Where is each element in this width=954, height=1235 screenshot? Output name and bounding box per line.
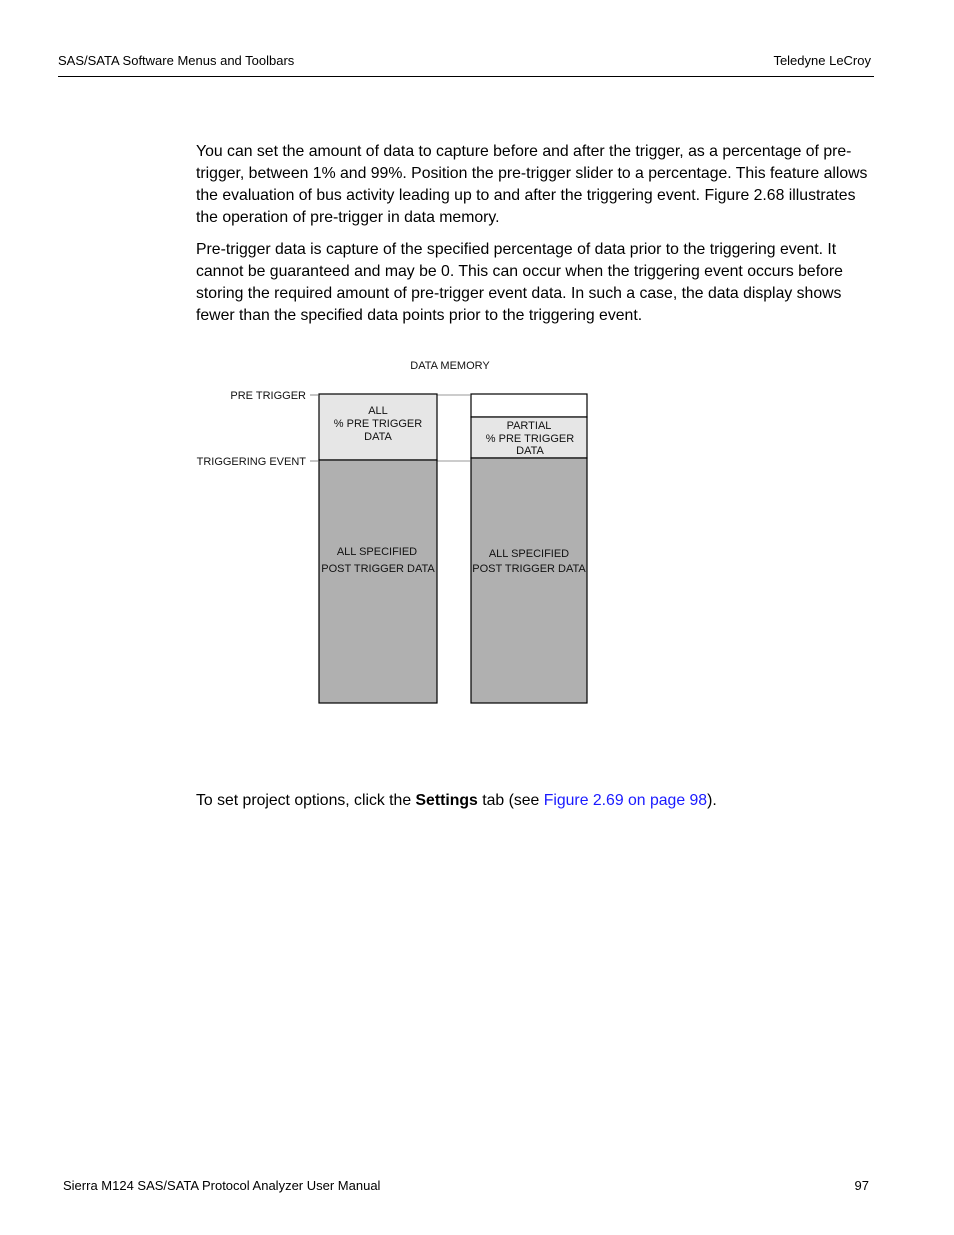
- left-top-line-2: % PRE TRIGGER: [333, 418, 423, 430]
- left-top-line-1: ALL: [368, 405, 388, 417]
- header-company: Teledyne LeCroy: [773, 53, 871, 68]
- right-empty-block: [471, 394, 587, 417]
- left-post-trigger-block: [319, 460, 437, 703]
- paragraph-pre-trigger-intro: You can set the amount of data to capture before and after the trigger, as a percentage of pre-trigger, between 1% and 99%. Position the pre-trigger slider to a percentage. This feature allows the evaluation of bus activity leading up to and after the triggering event. Figure 2.68 illustrates the operation of pre-trigger in data memory.: [196, 143, 868, 226]
- diagram-title: DATA MEMORY: [410, 360, 490, 372]
- footer-manual-title: Sierra M124 SAS/SATA Protocol Analyzer User Manual: [63, 1178, 381, 1193]
- label-triggering-event: TRIGGERING EVENT: [196, 456, 306, 468]
- paragraph-pre-trigger-detail: Pre-trigger data is capture of the specified percentage of data prior to the triggering event. It cannot be guaranteed and may be 0. This can occur when the triggering event occurs before storing the required amount of pre-trigger event data. In such a case, the data display shows fewer than the specified data points prior to the triggering event.: [196, 241, 843, 324]
- left-bottom-line-1: ALL SPECIFIED: [336, 546, 418, 558]
- figure-reference-link[interactable]: Figure 2.69 on page 98: [543, 792, 708, 809]
- label-pre-trigger: PRE TRIGGER: [230, 390, 306, 402]
- settings-tab-name: Settings: [415, 792, 478, 809]
- settings-text-middle: tab (see: [477, 792, 544, 809]
- right-mid-line-2: % PRE TRIGGER: [485, 433, 575, 445]
- right-bottom-line-1: ALL SPECIFIED: [488, 548, 570, 560]
- paragraph-settings-instruction: [196, 790, 868, 812]
- page-number: 97: [854, 1178, 869, 1193]
- right-mid-line-1: PARTIAL: [506, 420, 552, 432]
- left-bottom-line-2: POST TRIGGER DATA: [321, 563, 435, 575]
- right-mid-line-3: DATA: [516, 445, 544, 457]
- left-top-line-3: DATA: [364, 431, 392, 443]
- header-section-title: SAS/SATA Software Menus and Toolbars: [58, 53, 295, 68]
- settings-text-prefix: To set project options, click the: [196, 792, 416, 809]
- settings-text-suffix: ).: [707, 792, 717, 809]
- right-post-trigger-block: [471, 458, 587, 703]
- right-bottom-line-2: POST TRIGGER DATA: [472, 563, 586, 575]
